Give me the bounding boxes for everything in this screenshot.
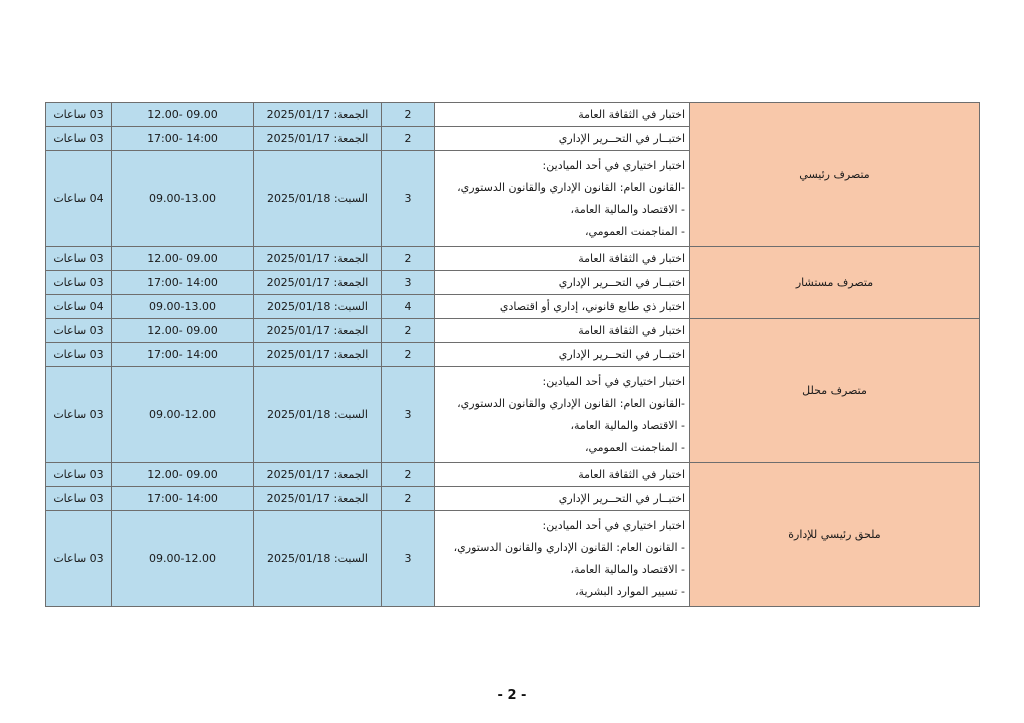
subject-cell bbox=[435, 487, 690, 511]
date-cell: الجمعة: 2025/01/17 bbox=[254, 343, 382, 367]
duration-cell: 03 ساعات bbox=[46, 511, 112, 607]
date-cell: الجمعة: 2025/01/17 bbox=[254, 463, 382, 487]
subject-line: - الاقتصاد والمالية العامة، bbox=[570, 562, 685, 576]
coefficient-cell: 2 bbox=[382, 127, 435, 151]
duration-cell: 03 ساعات bbox=[46, 343, 112, 367]
table-row bbox=[46, 103, 980, 127]
subject-cell bbox=[435, 295, 690, 319]
subject-line: - تسيير الموارد البشرية، bbox=[575, 584, 685, 598]
subject-cell bbox=[435, 511, 690, 607]
coefficient-cell: 2 bbox=[382, 319, 435, 343]
duration-cell: 03 ساعات bbox=[46, 319, 112, 343]
time-cell: 09.00 -12.00 bbox=[112, 319, 254, 343]
subject-line: اختبــار في التحــرير الإداري bbox=[558, 491, 685, 505]
subject-line: اختبار في الثقافة العامة bbox=[578, 251, 685, 265]
duration-cell: 03 ساعات bbox=[46, 247, 112, 271]
date-cell: الجمعة: 2025/01/17 bbox=[254, 271, 382, 295]
date-cell: الجمعة: 2025/01/17 bbox=[254, 247, 382, 271]
time-cell: 09.00-12.00 bbox=[112, 367, 254, 463]
date-cell: الجمعة: 2025/01/17 bbox=[254, 127, 382, 151]
subject-line: اختبار في الثقافة العامة bbox=[578, 107, 685, 121]
table-row bbox=[46, 247, 980, 271]
coefficient-cell: 3 bbox=[382, 367, 435, 463]
duration-cell: 04 ساعات bbox=[46, 151, 112, 247]
time-cell: 14:00 -17:00 bbox=[112, 127, 254, 151]
date-cell: الجمعة: 2025/01/17 bbox=[254, 487, 382, 511]
grade-cell: متصرف رئيسي bbox=[690, 103, 980, 247]
time-cell: 09.00-12.00 bbox=[112, 511, 254, 607]
duration-cell: 03 ساعات bbox=[46, 487, 112, 511]
time-cell: 09.00 -12.00 bbox=[112, 463, 254, 487]
duration-cell: 03 ساعات bbox=[46, 367, 112, 463]
coefficient-cell: 4 bbox=[382, 295, 435, 319]
subject-cell bbox=[435, 247, 690, 271]
subject-cell bbox=[435, 343, 690, 367]
date-cell: السبت: 2025/01/18 bbox=[254, 295, 382, 319]
duration-cell: 03 ساعات bbox=[46, 103, 112, 127]
subject-line: - المناجمنت العمومي، bbox=[584, 224, 685, 238]
page-number: - 2 - bbox=[497, 688, 527, 703]
table-row bbox=[46, 463, 980, 487]
time-cell: 09.00-13.00 bbox=[112, 295, 254, 319]
duration-cell: 03 ساعات bbox=[46, 127, 112, 151]
subject-line: اختبار في الثقافة العامة bbox=[578, 467, 685, 481]
subject-line: اختبــار في التحــرير الإداري bbox=[558, 347, 685, 361]
coefficient-cell: 2 bbox=[382, 463, 435, 487]
coefficient-cell: 3 bbox=[382, 271, 435, 295]
subject-line: -القانون العام: القانون الإداري والقانون الدستوري، bbox=[457, 180, 685, 194]
time-cell: 09.00 -12.00 bbox=[112, 247, 254, 271]
subject-line: اختبار في الثقافة العامة bbox=[578, 323, 685, 337]
subject-cell bbox=[435, 271, 690, 295]
subject-line: اختبار اختياري في أحد الميادين: bbox=[542, 374, 685, 388]
subject-cell bbox=[435, 103, 690, 127]
date-cell: السبت: 2025/01/18 bbox=[254, 151, 382, 247]
exam-schedule-table bbox=[45, 102, 980, 607]
subject-line: اختبار ذي طابع قانوني، إداري أو اقتصادي bbox=[499, 299, 685, 313]
subject-line: -القانون العام: القانون الإداري والقانون الدستوري، bbox=[457, 396, 685, 410]
subject-cell bbox=[435, 463, 690, 487]
coefficient-cell: 3 bbox=[382, 151, 435, 247]
coefficient-cell: 2 bbox=[382, 343, 435, 367]
time-cell: 14:00 -17:00 bbox=[112, 271, 254, 295]
subject-line: - الاقتصاد والمالية العامة، bbox=[570, 418, 685, 432]
time-cell: 14:00 -17:00 bbox=[112, 343, 254, 367]
grade-cell: متصرف مستشار bbox=[690, 247, 980, 319]
table-row bbox=[46, 319, 980, 343]
date-cell: الجمعة: 2025/01/17 bbox=[254, 319, 382, 343]
date-cell: السبت: 2025/01/18 bbox=[254, 511, 382, 607]
time-cell: 09.00-13.00 bbox=[112, 151, 254, 247]
duration-cell: 04 ساعات bbox=[46, 295, 112, 319]
coefficient-cell: 2 bbox=[382, 247, 435, 271]
subject-line: - الاقتصاد والمالية العامة، bbox=[570, 202, 685, 216]
coefficient-cell: 2 bbox=[382, 487, 435, 511]
duration-cell: 03 ساعات bbox=[46, 463, 112, 487]
subject-line: اختبار اختياري في أحد الميادين: bbox=[542, 518, 685, 532]
date-cell: الجمعة: 2025/01/17 bbox=[254, 103, 382, 127]
subject-line: اختبار اختياري في أحد الميادين: bbox=[542, 158, 685, 172]
subject-cell bbox=[435, 367, 690, 463]
subject-line: - القانون العام: القانون الإداري والقانون الدستوري، bbox=[453, 540, 685, 554]
grade-cell: متصرف محلل bbox=[690, 319, 980, 463]
grade-cell: ملحق رئيسي للإدارة bbox=[690, 463, 980, 607]
time-cell: 14:00 -17:00 bbox=[112, 487, 254, 511]
subject-cell bbox=[435, 151, 690, 247]
date-cell: السبت: 2025/01/18 bbox=[254, 367, 382, 463]
subject-line: اختبــار في التحــرير الإداري bbox=[558, 131, 685, 145]
time-cell: 09.00 -12.00 bbox=[112, 103, 254, 127]
subject-cell bbox=[435, 319, 690, 343]
coefficient-cell: 3 bbox=[382, 511, 435, 607]
subject-line: اختبــار في التحــرير الإداري bbox=[558, 275, 685, 289]
coefficient-cell: 2 bbox=[382, 103, 435, 127]
subject-cell bbox=[435, 127, 690, 151]
subject-line: - المناجمنت العمومي، bbox=[584, 440, 685, 454]
duration-cell: 03 ساعات bbox=[46, 271, 112, 295]
